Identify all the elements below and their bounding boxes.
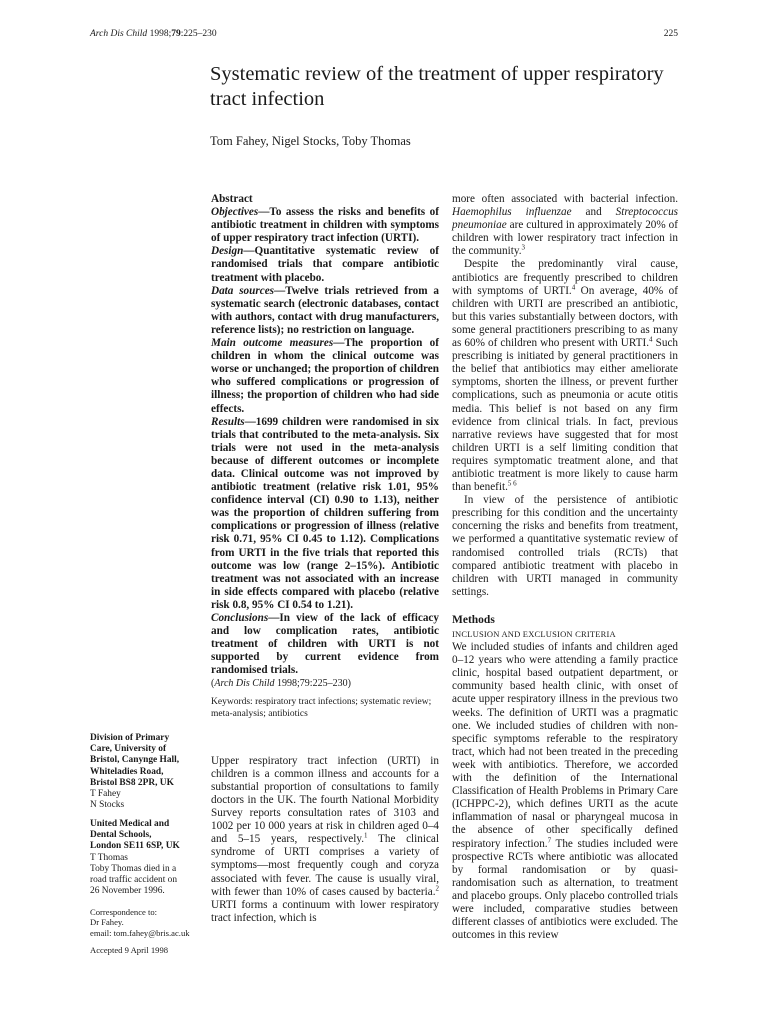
sources-label: Data sources [211, 284, 275, 297]
journal-year: 1998; [149, 29, 172, 39]
citation-journal: Arch Dis Child [214, 678, 275, 690]
reference-marker: 4 [571, 282, 576, 291]
abstract-sources [211, 285, 439, 337]
sources-text: —Twelve trials retrieved from a systematic search (electronic databases, contact with authors, contact with drug manufacturers, reference lists); no restriction on language. [211, 284, 439, 336]
objectives-text: —To assess the risks and benefits of antibiotic treatment in children with symptoms of upper respiratory tract infection (URTI). [211, 206, 439, 245]
journal-volume: 79 [171, 29, 181, 39]
p2-text-b: On average, 40% of children with URTI are prescribed an antibiotic, but this varies substantially between doctors, with some general practitioners prescribing to as many as 60% of children who present with URTI. [452, 284, 678, 350]
running-header [90, 29, 678, 39]
affiliation-line: Whiteladies Road, [90, 766, 164, 777]
abstract-heading: Abstract [211, 193, 253, 205]
objectives-label: Objectives [211, 206, 259, 219]
affiliation-line: Bristol BS8 2PR, UK [90, 777, 174, 788]
conclusions-text: —In view of the lack of efficacy and low complication rates, antibiotic treatment of children with URTI is not supported by current evidence from randomised trials. [211, 612, 439, 677]
article-title: Systematic review of the treatment of upper respiratory tract infection [210, 63, 664, 110]
abstract-citation [211, 678, 439, 690]
results-label: Results [211, 415, 245, 428]
citation-open: ( [211, 678, 215, 690]
affiliation-line: United Medical and [90, 819, 170, 829]
correspondence [90, 907, 200, 938]
affiliation-line: Division of Primary [90, 733, 170, 743]
author-name: T Thomas [90, 852, 128, 863]
affiliation-line: Bristol, Canynge Hall, [90, 755, 180, 766]
measures-text: —The proportion of children in whom the clinical outcome was worse or unchanged; the proportion of children who suffered complications or progression of illness; the proportion of children who had side effects. [211, 337, 439, 415]
p2-text-c: Such prescribing is initiated by general practitioners in the belief that antibiotics may either ameliorate symptoms, shorten the illness, or prevent further complications, such as pneumonia or acute otitis media. This belief is not based on any firm evidence from clinical trials. In fact, previous narrative reviews have suggested that for most children URTI is a self limiting condition that requires symptomatic treatment alone, and that antibiotic treatment is more likely to cause harm than benefit. [452, 337, 678, 494]
abstract [211, 193, 439, 721]
criteria-subheading: INCLUSION AND EXCLUSION CRITERIA [452, 629, 616, 639]
p4-text-a: We included studies of infants and children aged 0–12 years who were attending a family practice clinic, hospital based outpatient department, or community based health clinic, with onset of acute upper respiratory illness in the previous two weeks. The definition of URTI was a pragmatic one. We included studies of children with non-specific symptoms referable to the respiratory tract, which had not been treated in the preceding week with antibiotics. Therefore, we accorded with the definition of the International Classification of Health Problems in Primary Care (ICHPPC-2), which defines URTI as the acute inflammation of nasal or pharyngeal mucosa in the absence of other specifically defined respiratory infection. [452, 641, 678, 850]
affiliation-bristol [90, 733, 200, 811]
criteria-paragraph [452, 641, 678, 942]
affiliation-line: London SE11 6SP, UK [90, 841, 180, 852]
prescribing-paragraph [452, 258, 678, 494]
affiliation-london [90, 819, 200, 897]
intro-text-a: Upper respiratory tract infection (URTI) in children is a common illness and accounts for a substantial proportion of consultations to family doctors in the UK. The fourth National Morbidity Survey reports consultation rates of 3103 and 1002 per 10 000 years at risk in children aged 0–4 and 5–15 years, respectively. [211, 754, 439, 846]
cont-and: and [571, 206, 616, 219]
abstract-design [211, 245, 439, 284]
author-list: Tom Fahey, Nigel Stocks, Toby Thomas [210, 134, 411, 148]
journal-pages: :225–230 [180, 29, 217, 39]
species-name: Haemophilus influenzae [452, 206, 572, 219]
reference-marker: 7 [547, 835, 552, 844]
memorial-note: Toby Thomas died in a [90, 863, 177, 874]
page-number: 225 [663, 29, 678, 39]
p4-text-b: The studies included were prospective RCTs where antibiotic was allocated by formal randomisation or by quasi-randomisation such as alternation, to treatment and placebo groups. Only placebo controlled trials were included, comparative studies between different classes of antibiotics were excluded. The outcomes in this review [452, 837, 678, 942]
author-name: T Fahey [90, 789, 121, 800]
citation-rest: 1998;79:225–230) [274, 678, 351, 690]
memorial-note: road traffic accident on [90, 875, 178, 886]
reference-marker: 1 [364, 831, 368, 840]
author-name: N Stocks [90, 800, 125, 811]
correspondence-line: Correspondence to: [90, 907, 158, 917]
aim-paragraph: In view of the persistence of antibiotic prescribing for this condition and the uncertainty concerning the risks and benefits from treatment, we performed a quantitative systematic review of randomised controlled trials (RCTs) that compared antibiotic treatment with placebo in children with URTI managed in community settings. [452, 494, 678, 598]
abstract-measures [211, 337, 439, 416]
design-label: Design [211, 245, 244, 258]
p2-text-a: Despite the predominantly viral cause, antibiotics are frequently prescribed to children with symptoms of URTI. [452, 258, 678, 297]
keywords: Keywords: respiratory tract infections; systematic review; meta-analysis; antibiotics [211, 697, 432, 720]
abstract-objectives [211, 206, 439, 245]
right-column [452, 193, 678, 942]
measures-label: Main outcome measures [211, 337, 334, 350]
species-name: Streptococcus pneumoniae [452, 206, 679, 232]
methods-heading: Methods [452, 613, 495, 626]
accepted-date: Accepted 9 April 1998 [90, 945, 169, 955]
abstract-conclusions [211, 612, 439, 677]
abstract-results [211, 416, 439, 612]
reference-marker: 5 6 [507, 479, 517, 488]
reference-marker: 3 [521, 243, 525, 252]
intro-text-b: The clinical syndrome of URTI comprises a variety of symptoms—most frequently cough and coryza associated with fever. The cause is usually viral, with fewer than 10% of cases caused by bacteria. [211, 833, 439, 898]
intro-text-c: URTI forms a continuum with lower respiratory tract infection, which is [211, 898, 439, 924]
journal-name: Arch Dis Child [90, 29, 148, 39]
affiliation-line: Care, University of [90, 744, 167, 755]
correspondence-email: email: tom.fahey@bris.ac.uk [90, 927, 190, 938]
reference-marker: 2 [435, 883, 439, 892]
cont-text-b: are cultured in approximately 20% of children with lower respiratory tract infection in the community. [452, 219, 678, 258]
affiliation-line: Dental Schools, [90, 830, 152, 841]
reference-marker: 4 [649, 335, 653, 344]
correspondence-line: Dr Fahey. [90, 917, 124, 928]
conclusions-label: Conclusions [211, 612, 269, 624]
intro-paragraph [211, 755, 439, 925]
cont-text-a: more often associated with bacterial infection. [452, 193, 678, 205]
intro-continuation [452, 193, 678, 258]
memorial-note: 26 November 1996. [90, 886, 165, 897]
design-text: —Quantitative systematic review of randomised trials that compare antibiotic treatment with placebo. [211, 245, 439, 284]
left-column [211, 193, 439, 925]
results-text: —1699 children were randomised in six trials that contributed to the meta-analysis. Six trials were not used in the meta-analysis because of different outcomes or incomplete data. Clinical outcome was not improved by antibiotic treatment (relative risk 1.01, 95% confidence interval (CI) 0.90 to 1.13), neither was the proportion of children suffering from complications or progression of illness (relative risk 0.71, 95% CI 0.45 to 1.12). Complications from URTI in the five trials that reported this outcome was low (range 2–15%). Antibiotic treatment was not associated with an increase in side effects compared with placebo (relative risk 0.8, 95% CI 0.54 to 1.21). [211, 415, 439, 611]
